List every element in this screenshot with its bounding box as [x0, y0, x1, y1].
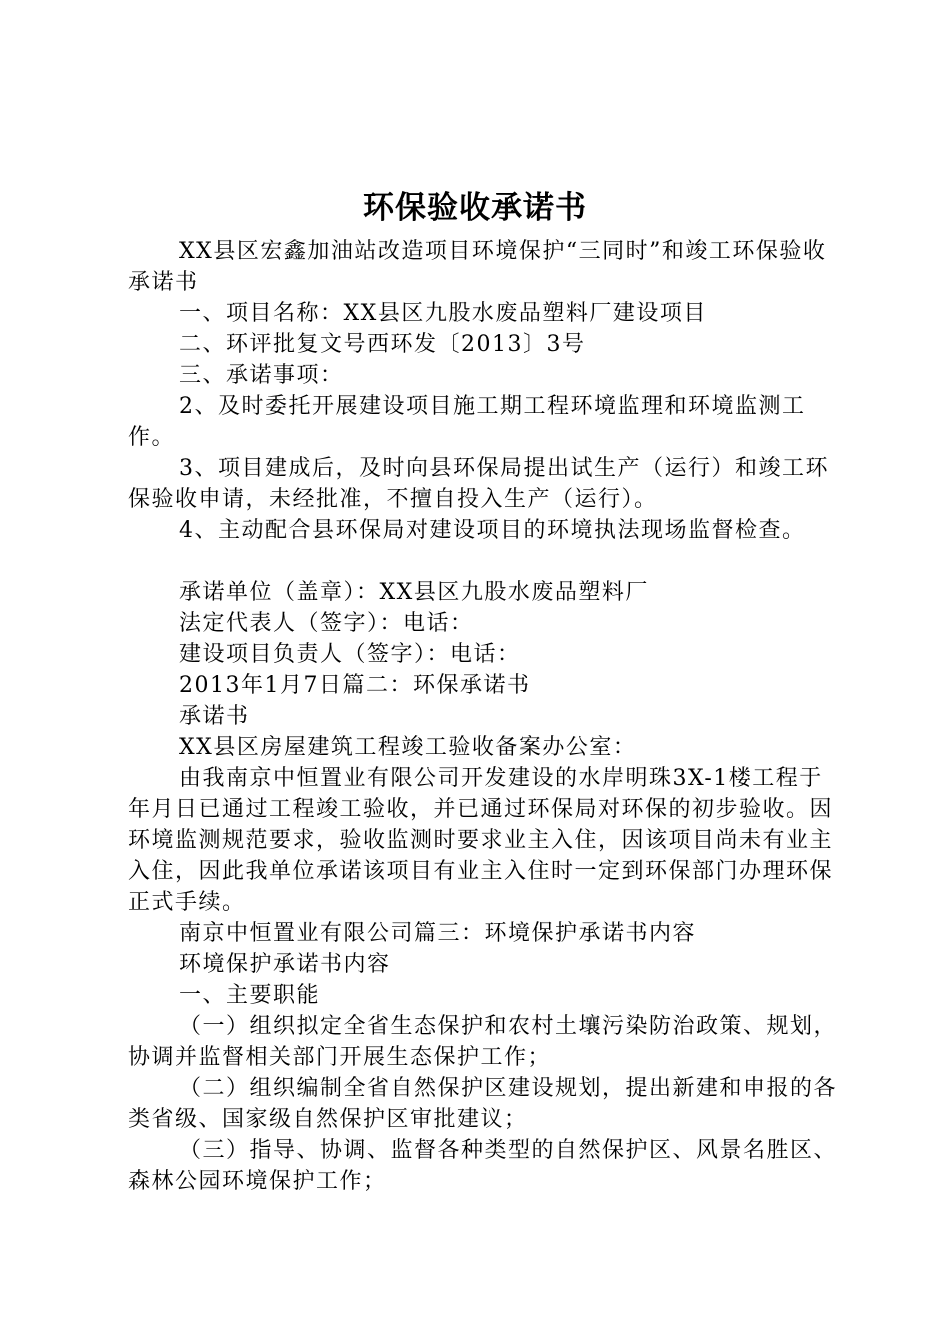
document-body [128, 236, 840, 1197]
commitment-item-3: 3、项目建成后，及时向县环保局提出试生产（运行）和竣工环保验收申请，未经批准，不擅自投入生产（运行）。 [128, 456, 829, 512]
function-item-2: （二）组织编制全省自然保护区建设规划，提出新建和申报的各类省级、国家级自然保护区审批建议； [128, 1076, 838, 1132]
committing-unit-line: 承诺单位（盖章）：XX县区九股水废品塑料厂 [179, 580, 649, 605]
function-item-3: （三）指导、协调、监督各种类型的自然保护区、风景名胜区、森林公园环境保护工作； [128, 1138, 838, 1194]
main-functions-heading: 一、主要职能 [179, 983, 321, 1008]
commitment-body-paragraph: 由我南京中恒置业有限公司开发建设的水岸明珠3X-1楼工程于年月日已通过工程竣工验收，并已通过环保局对环保的初步验收。因环境监测规范要求，验收监测时要求业主入住，因该项目尚未有业主入住，因此我单位承诺该项目有业主入住时一定到环保部门办理环保正式手续。 [128, 766, 834, 915]
function-item-1: （一）组织拟定全省生态保护和农村土壤污染防治政策、规划，协调并监督相关部门开展生态保护工作； [128, 1014, 838, 1070]
commitment-item-4: 4、主动配合县环保局对建设项目的环境执法现场监督检查。 [179, 518, 806, 543]
section-heading-environment: 环境保护承诺书内容 [179, 952, 391, 977]
addressee-line: XX县区房屋建筑工程竣工验收备案办公室： [179, 735, 637, 760]
project-manager-line: 建设项目负责人（签字）：电话： [179, 642, 521, 667]
document-title: 环保验收承诺书 [363, 190, 587, 226]
approval-number-line: 二、环评批复文号西环发〔2013〕3号 [179, 332, 586, 357]
intro-paragraph: XX县区宏鑫加油站改造项目环境保护“三同时”和竣工环保验收承诺书 [128, 239, 827, 295]
legal-representative-line: 法定代表人（签字）：电话： [179, 611, 474, 636]
commitment-item-2: 2、及时委托开展建设项目施工期工程环境监理和环境监测工作。 [128, 394, 806, 450]
project-name-line: 一、项目名称：XX县区九股水废品塑料厂建设项目 [179, 301, 707, 326]
blank-line [128, 546, 840, 577]
date-line: 2013年1月7日篇二：环保承诺书 [179, 673, 531, 698]
section-heading-commitment: 承诺书 [179, 704, 250, 729]
company-signature-line: 南京中恒置业有限公司篇三：环境保护承诺书内容 [179, 921, 697, 946]
commitment-items-heading: 三、承诺事项： [179, 363, 344, 388]
